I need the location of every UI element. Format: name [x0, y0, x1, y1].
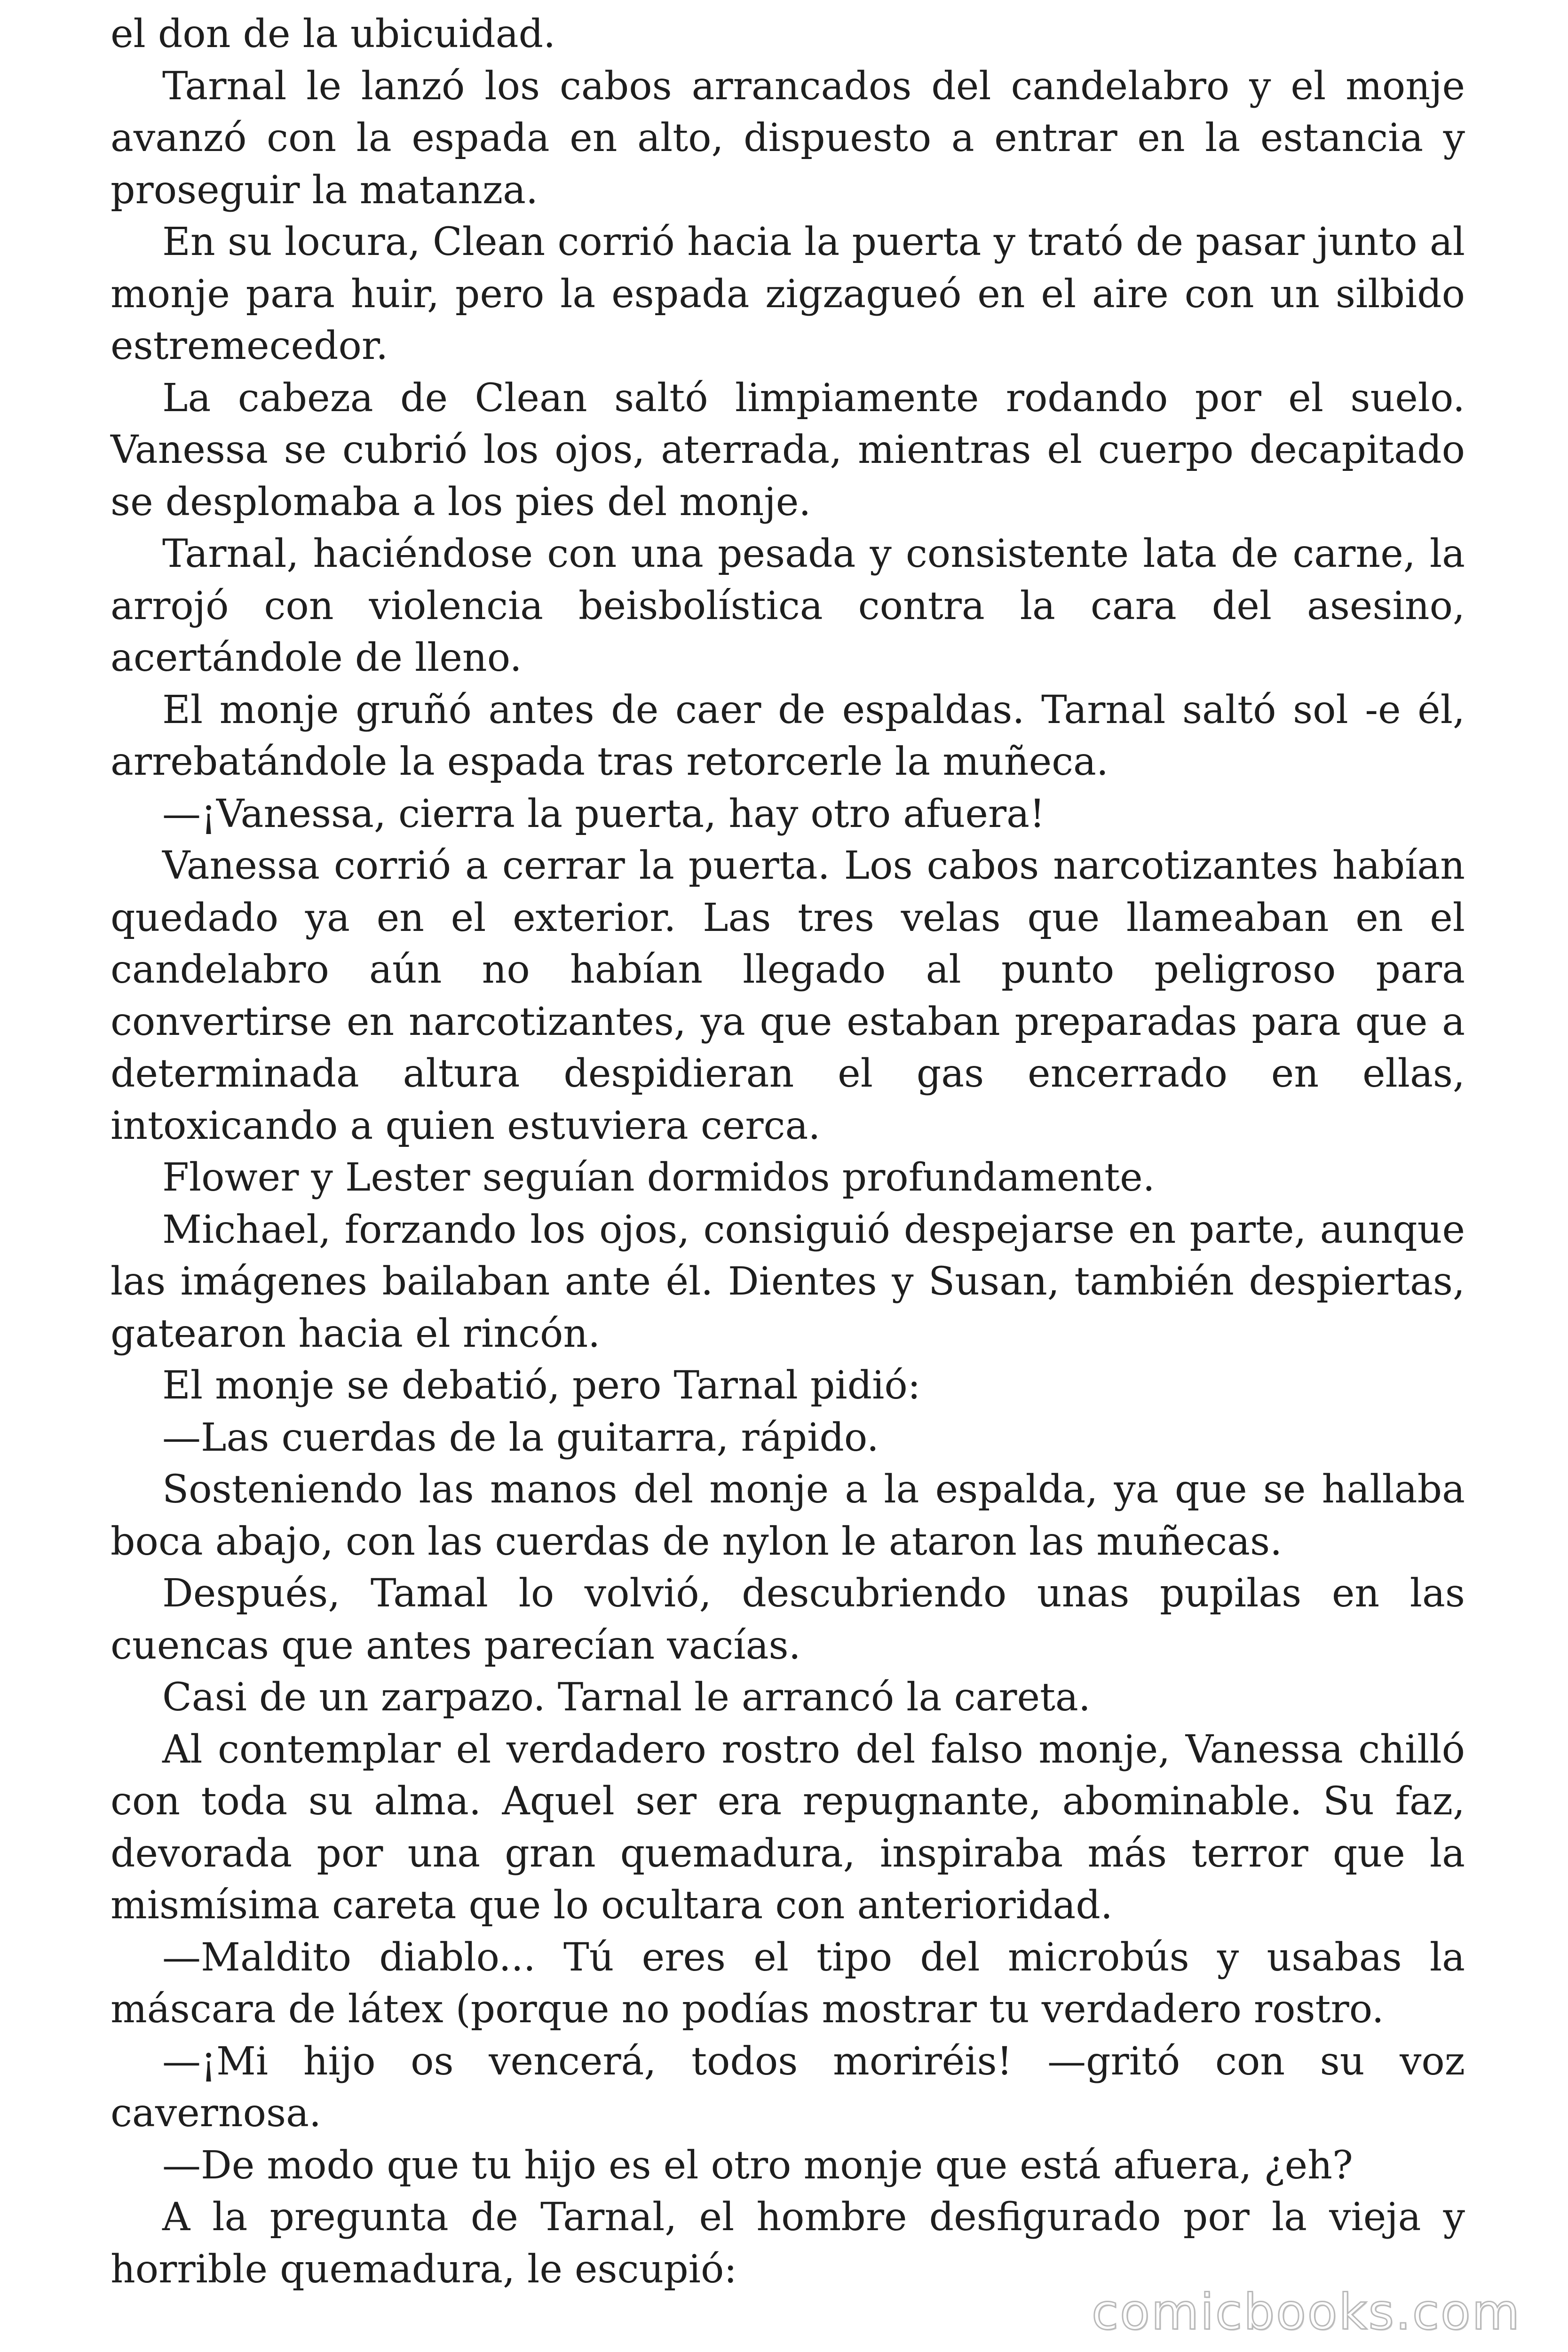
paragraph-6: El monje gruñó antes de caer de espaldas. Tarnal saltó sol -e él, arrebatándole la espada tras retorcerle la muñeca.	[111, 687, 1465, 784]
paragraph-11: El monje se debatió, pero Tarnal pidió:	[162, 1363, 921, 1408]
paragraph-12: —Las cuerdas de la guitarra, rápido.	[162, 1415, 879, 1460]
paragraph-8: Vanessa corrió a cerrar la puerta. Los cabos narcotizantes habían quedado ya en el exterior. Las tres velas que llameaban en el candelabro aún no habían llegado al punto peligroso para convertirse en narcotizantes, ya que estaban preparadas para que a determinada altura despidieran el gas encerrado en ellas, intoxicando a quien estuviera cerca.	[111, 843, 1465, 1148]
paragraph-13: Sosteniendo las manos del monje a la espalda, ya que se hallaba boca abajo, con las cuerdas de nylon le ataron las muñecas.	[111, 1467, 1465, 1564]
paragraph-14: Después, Tamal lo volvió, descubriendo unas pupilas en las cuencas que antes parecían vacías.	[111, 1571, 1465, 1668]
paragraph-7: —¡Vanessa, cierra la puerta, hay otro afuera!	[162, 791, 1045, 836]
paragraph-9: Flower y Lester seguían dormidos profundamente.	[162, 1155, 1155, 1200]
watermark: comicbooks.com	[1091, 2283, 1521, 2341]
paragraph-4: La cabeza de Clean saltó limpiamente rodando por el suelo. Vanessa se cubrió los ojos, aterrada, mientras el cuerpo decapitado se desplomaba a los pies del monje.	[111, 375, 1465, 524]
paragraph-3: En su locura, Clean corrió hacia la puerta y trató de pasar junto al monje para huir, pero la espada zigzagueó en el aire con un silbido estremecedor.	[111, 220, 1465, 368]
paragraph-5: Tarnal, haciéndose con una pesada y consistente lata de carne, la arrojó con violencia beisbolística contra la cara del asesino, acertándole de lleno.	[111, 532, 1465, 680]
book-page-text	[111, 8, 1465, 2296]
paragraph-15: Casi de un zarpazo. Tarnal le arrancó la careta.	[162, 1675, 1091, 1720]
paragraph-1: el don de la ubicuidad.	[111, 12, 556, 56]
paragraph-17: —Maldito diablo... Tú eres el tipo del microbús y usabas la máscara de látex (porque no podías mostrar tu verdadero rostro.	[111, 1935, 1465, 2032]
paragraph-18: —¡Mi hijo os vencerá, todos moriréis! —gritó con su voz cavernosa.	[111, 2039, 1465, 2136]
paragraph-19: —De modo que tu hijo es el otro monje que está afuera, ¿eh?	[162, 2143, 1353, 2188]
paragraph-2: Tarnal le lanzó los cabos arrancados del candelabro y el monje avanzó con la espada en alto, dispuesto a entrar en la estancia y proseguir la matanza.	[111, 64, 1465, 213]
paragraph-16: Al contemplar el verdadero rostro del falso monje, Vanessa chilló con toda su alma. Aquel ser era repugnante, abominable. Su faz, devorada por una gran quemadura, inspiraba más terror que la mismísima careta que lo ocultara con anterioridad.	[111, 1727, 1465, 1928]
paragraph-10: Michael, forzando los ojos, consiguió despejarse en parte, aunque las imágenes bailaban ante él. Dientes y Susan, también despiertas, gatearon hacia el rincón.	[111, 1207, 1465, 1356]
paragraph-20: A la pregunta de Tarnal, el hombre desfigurado por la vieja y horrible quemadura, le escupió:	[111, 2195, 1465, 2292]
